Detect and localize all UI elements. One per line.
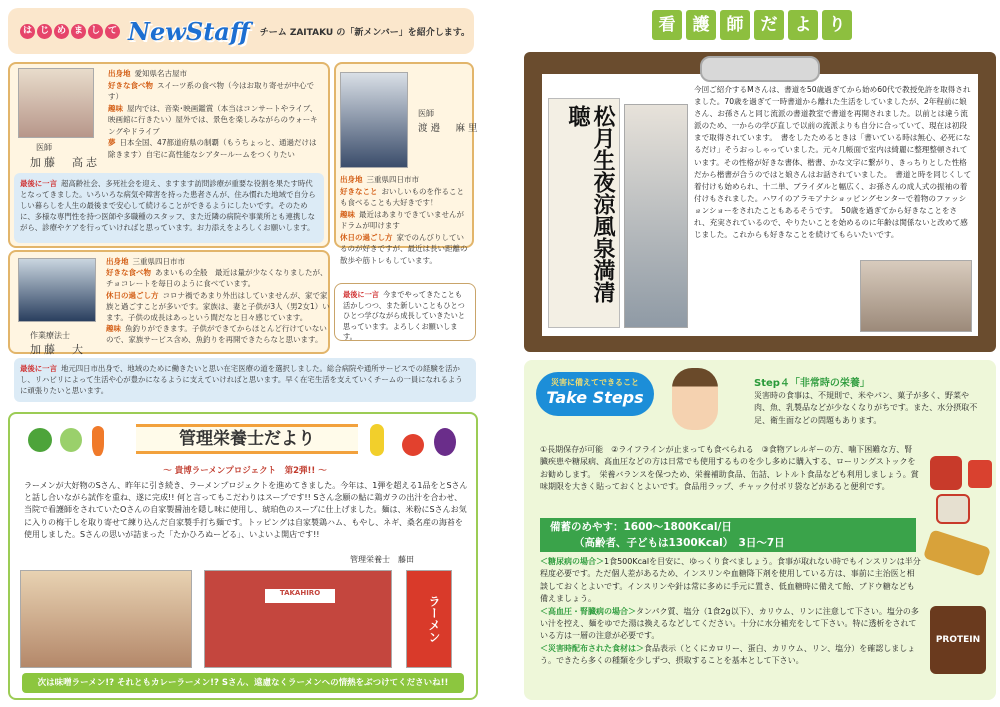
comment-1: 最後に一言 超高齢社会、多死社会を迎え、ますます訪問診療が重要な役割を果たす時代となってきました。いろいろな病気や障害を持った患者さんが、住み慣れた地域で自分らしい暮らしを人生の最後まで安心して続けることができるようにしたいです。そのために、多様な専門性を持つ医師や多職種のスタッフ、また近隣の病院や事業所とも連携しながら、診療やケアを行っていければと思っています。お力添えをよろしくお願いします。 bbox=[14, 173, 324, 243]
name-2: 渡邉 麻里 bbox=[418, 123, 481, 134]
doctor-photo-2 bbox=[340, 72, 408, 168]
title-char: 師 bbox=[720, 10, 750, 40]
role-1: 医師 bbox=[36, 143, 52, 152]
title-char: 護 bbox=[686, 10, 716, 40]
doctor-photo-1 bbox=[18, 68, 94, 138]
condition-item: ＜糖尿病の場合＞1食500Kcalを目安に、ゆっくり食べましょう。食事が取れない時でもインスリンは半分程度必要です。ただ個人差があるため、インスリンや血糖降下剤を使用している方は、事前に主治医と相談しておくとよいです。インスリンや針は常に多めに手元に置き、低血糖時に備えて飴、ブドウ糖なども備えましょう。 bbox=[540, 557, 921, 604]
profile-1-details bbox=[108, 68, 322, 160]
kana-char: し bbox=[88, 24, 103, 39]
title-char: だ bbox=[754, 10, 784, 40]
nurse-page bbox=[516, 0, 1000, 707]
disaster-section bbox=[524, 360, 996, 700]
nurse-illustration bbox=[672, 368, 718, 430]
energy-bar-icon bbox=[923, 529, 991, 577]
kana-char: て bbox=[105, 24, 120, 39]
clipboard bbox=[524, 52, 996, 352]
canned-food-icon bbox=[968, 460, 992, 488]
carrot-icon bbox=[92, 426, 104, 456]
condition-item: ＜高血圧・腎臓病の場合＞タンパク質、塩分（1食2g以下）、カリウム、リンに注意して下さい。塩分の多い汁を控え、麺をゆでた湯は換えるなどしてください。十分に水分補充をして下さい。特に透析をされている方は一層の注意が必要です。 bbox=[540, 606, 919, 641]
clipboard-paper bbox=[542, 74, 978, 336]
title-char: よ bbox=[788, 10, 818, 40]
nutrition-title: 管理栄養士だより bbox=[136, 424, 358, 454]
protein-icon: PROTEIN bbox=[930, 606, 986, 674]
profile-row: 好きなこと おいしいものを作ることも食べることも大好きです！ bbox=[340, 186, 464, 207]
ot-photo bbox=[18, 258, 96, 322]
cabbage-icon bbox=[60, 428, 82, 452]
role-2: 医師 bbox=[418, 109, 434, 118]
comment-3: 最後に一言 地元四日市出身で、地域のために働きたいと思い在宅医療の道を選択しました。総合病院や通所サービスでの経験を活かし、リハビリによって生活や心が豊かになるように支えていければと思います。早く在宅生活を支えていくチームの一員になれるように頑張りたいと思います。 bbox=[14, 358, 476, 402]
corn-icon bbox=[370, 424, 384, 456]
kana-char: じ bbox=[37, 24, 52, 39]
calligraphy-scroll: 松月生夜涼風泉満清聴 bbox=[548, 98, 620, 328]
nutrition-section bbox=[8, 412, 478, 700]
newstaff-intro: チーム ZAITAKU の「新メンバー」を紹介します。 bbox=[259, 27, 470, 38]
nutrition-body: ラーメンが大好物のSさん、昨年に引き続き、ラーメンプロジェクトを進めてきました。今年は、1弾を超える1品をとSさんと話し合いながら試作を重ね、遂に完成!! 何と言ってもこだわりはスープです!! Sさん念願の鮎に鶏ガラの出汁を合わせ、当院で看護師をされていたOさんの自家製醤油を隠し味に使用し、琥珀色のスープに仕上げました。麺は、米粉にSさんお気に入りの梅干しを取り寄せて練り込んだ自家製手打ち麺です。トッピングは自家製鶏ハム、もやし、ネギ、桑名産の海苔を使用しました。Sさんの思いが詰まった「たかひろぬーどる」、いよいよ開店です!! bbox=[24, 481, 468, 539]
retort-food-icon bbox=[930, 456, 962, 490]
eggplant-icon bbox=[434, 428, 456, 456]
kana-char: は bbox=[20, 24, 35, 39]
profile-row: 休日の過ごし方 コロナ禍であまり外出はしていませんが、家で家族と過ごすことが多いです。家族は、妻と子供が3人（男2女1）います。子供の成長はあっという間だなと日々感じています。 bbox=[106, 290, 330, 323]
take-steps-badge: 災害に備えてできること Take Steps bbox=[536, 372, 654, 416]
profile-row: 出身地 三重県四日市市 bbox=[106, 257, 185, 266]
kana-char: ま bbox=[71, 24, 86, 39]
step-body: 災害時の食事は、不規則で、米やパン、菓子が多く、野菜や肉、魚、乳製品などが少なくなりがちです。また、水分摂取不足、衛生面などの問題もあります。 bbox=[754, 391, 978, 425]
role-3: 作業療法士 bbox=[30, 331, 70, 340]
step-title: Step４「非常時の栄養」 bbox=[754, 378, 870, 389]
group-photo bbox=[20, 570, 192, 668]
kana-char: め bbox=[54, 24, 69, 39]
nurse-article: 今回ご紹介するMさんは、書道を50歳過ぎてから始め60代で教授免許を取得されました。70歳を過ぎて一時書道から離れた生活をしていましたが、2年程前に娘さん、お孫さんと同じ流派の書道教室で書道を再開されました。以前とは違う流派のため、一からの学び直しで以前の流派よりも自分に合っていて、現在は初段まで取得されています。 書をしたためるときは「書いている時は無心、必死になるだけ」そうおっしゃっていました。元々几帳面で室内は綺麗に整理整頓されています。その性格が好きな書体、楷書、かな文字に繋がり、きっちりとした性格だから楷書が合うのではと娘さんはお話されていました。 書道と時を同じくして着付けも始められ、十二単、ブライダルと幅広く、お孫さんの成人式の振袖の着付けもされました。ハワイのアラモアナショッピングセンターで着物のファッションショーをされたこともあるそうです。 50歳を過ぎてから好きなことをされ、充実されているので、やりたいことを始めるのに年齢は関係ないと改めて感じました。これからも好きなことを続けてもらいたいです。 bbox=[694, 85, 972, 240]
clip bbox=[700, 56, 820, 82]
tomato-icon bbox=[402, 434, 424, 456]
stock-advice: ①長期保存が可能 ②ライフラインが止まっても食べられる ③食物アレルギーの方、噛下困難な方、腎臓疾患や糖尿病、高血圧などの方は日常でも使用するものを少し多めに購入する、ローリングストックをお勧めします。 栄養バランスを保つため、栄養補助食品、缶詰、レトルト食品なども利用しましょう。賞味期限を大きく貼っておくとよいです。食品用ラップ、チャック付ポリ袋などがあると便利です。 bbox=[540, 445, 919, 491]
sign-board-photo bbox=[204, 570, 392, 668]
family-photo bbox=[860, 260, 972, 332]
profile-2-details bbox=[340, 174, 468, 266]
title-char: 看 bbox=[652, 10, 682, 40]
profile-row: 休日の過ごし方 家でのんびりしているのが好きですが、最近は長い距離の散歩や筋トレもしています。 bbox=[340, 232, 468, 265]
profile-row: 出身地 愛知県名古屋市 bbox=[108, 69, 187, 78]
profile-row: 趣味 最近はあまりできていませんがドラムが叩けます bbox=[340, 209, 464, 230]
condition-item: ＜災害時配布された食材は＞食品表示（とくにカロリー、蛋白、カリウム、リン、塩分）を確認しましょう。できたら多くの種類を少しずつ、摂取することを基本として下さい。 bbox=[540, 643, 916, 666]
newstaff-title: NewStaff bbox=[128, 16, 250, 46]
newstaff-header bbox=[8, 8, 474, 54]
stock-guideline: 備蓄のめやす：1600〜1800Kcal/日 （高齢者、子どもは1300Kcal） 3日〜7日 bbox=[540, 518, 916, 552]
comment-2: 最後に一言 今までやってきたことも活かしつつ、また新しいこともひとつひとつ学びながら成長していきたいと思っています。よろしくお願いします。 bbox=[334, 283, 476, 341]
cup-noodle-icon bbox=[936, 494, 970, 524]
profile-row: 趣味 魚釣りができます。子供ができてからほとんど行けていないので、家族サービス含め、魚釣りを再開できたらなと思います。 bbox=[106, 324, 327, 345]
sign-board-text: TAKAHIRO bbox=[265, 589, 335, 603]
broccoli-icon bbox=[28, 428, 52, 452]
nutrition-footer: 次は味噌ラーメン!? それともカレーラーメン!? Sさん、遠慮なくラーメンへの情熱をぶつけてくださいね!! bbox=[22, 673, 464, 693]
profile-row: 趣味 屋内では、音楽･映画鑑賞（本当はコンサートやライブ、映画館に行きたい）屋外では、景色を楽しみながらのウォーキングやドライブ bbox=[108, 103, 318, 136]
nutrition-subtitle: 〜 貴博ラーメンプロジェクト 第2弾!! 〜 bbox=[163, 466, 327, 476]
name-1: 加藤 高志 bbox=[30, 156, 100, 169]
profile-3-details bbox=[106, 256, 330, 346]
woman-photo bbox=[624, 104, 688, 328]
profile-row: 夢 日本全国、47都道府県の制覇（もうちょっと、通過だけは除きます）自宅に高性能なシアタールームをつくりたい bbox=[108, 138, 317, 159]
nurse-title bbox=[652, 10, 852, 40]
ramen-banner: ラーメン bbox=[406, 570, 452, 668]
title-char: り bbox=[822, 10, 852, 40]
profile-row: 出身地 三重県四日市市 bbox=[340, 175, 419, 184]
nutrition-sign: 管理栄養士 藤田 bbox=[350, 555, 414, 564]
profile-row: 好きな食べ物 スイーツ系の食べ物（今はお取り寄せが中心です） bbox=[108, 80, 315, 101]
hajimemashite bbox=[20, 24, 120, 39]
name-3: 加藤 大 bbox=[30, 343, 86, 356]
profile-row: 好きな食べ物 あまいもの全般 最近は量が少なくなりましたが、チョコレートを毎日のように食べています。 bbox=[106, 268, 328, 289]
condition-advice bbox=[540, 556, 922, 668]
